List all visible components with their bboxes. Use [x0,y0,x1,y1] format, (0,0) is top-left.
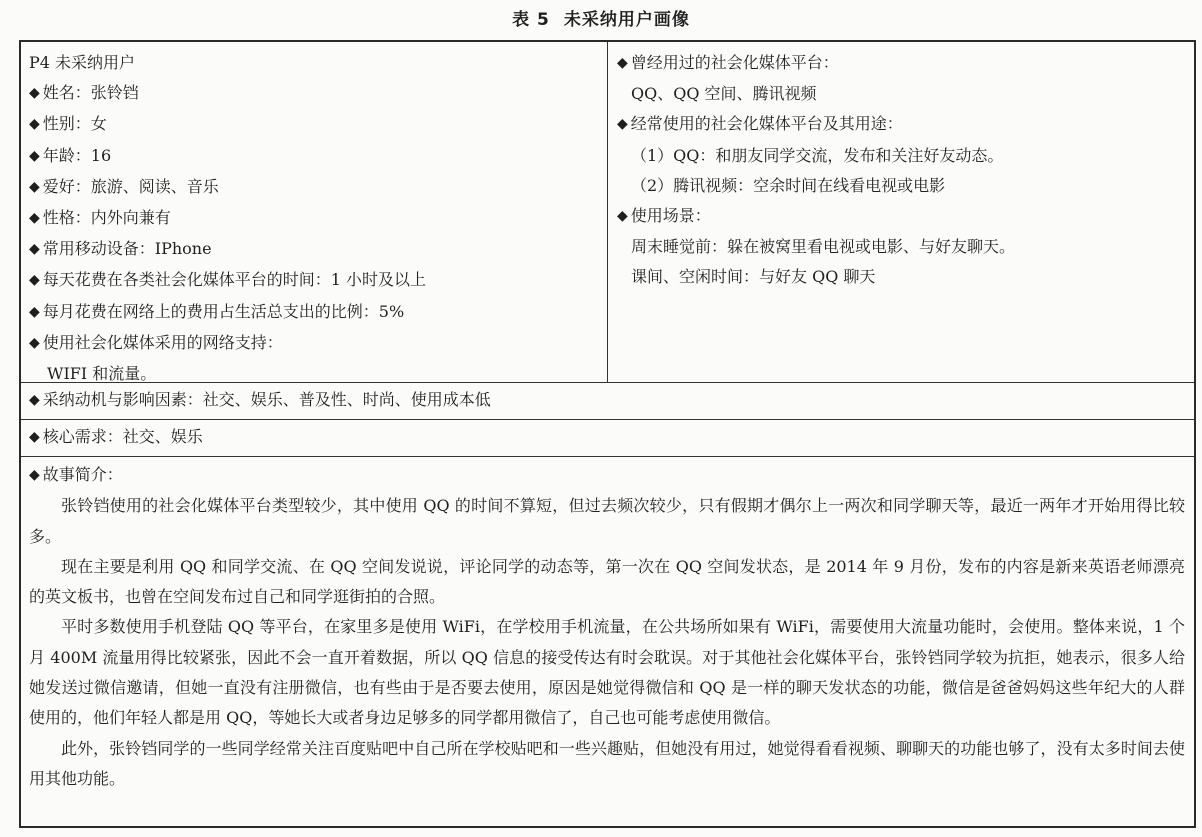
story-paragraph: 现在主要是利用 QQ 和同学交流、在 QQ 空间发说说，评论同学的动态等，第一次在 QQ 空间发状态，是 2014 年 9 月份，发布的内容是新来英语老师漂亮的英文板书，也曾在空间发布过自己和同学逛街拍的合照。 [29,556,1185,607]
name-field: 姓名：张铃铛 [42,83,139,103]
diamond-bullet-icon: ◆ [617,55,628,71]
diamond-bullet-icon: ◆ [29,178,40,195]
device-field: 常用移动设备：IPhone [42,239,212,259]
persona-heading: P4 未采纳用户 [29,53,136,72]
usage-item-tencent-video: （2）腾讯视频：空余时间在线看电视或电影 [631,175,946,195]
story-paragraph: 此外，张铃铛同学的一些同学经常关注百度贴吧中自己所在学校贴吧和一些兴趣贴，但她没有用过，她觉得看看视频、聊聊天的功能也够了，没有太多时间去使用其他功能。 [29,738,1185,788]
table-title: 未采纳用户画像 [563,10,690,30]
scene-item-break: 课间、空闲时间：与好友 QQ 聊天 [631,267,876,287]
spending-ratio-field: 每月花费在网络上的费用占生活总支出的比例：5% [42,301,405,321]
column-divider [607,42,608,382]
row-divider-2 [21,419,1194,420]
personality-field: 性格：内外向兼有 [42,208,171,228]
age-field: 年龄：16 [42,145,112,165]
info-item [29,141,601,172]
diamond-bullet-icon: ◆ [29,272,40,289]
info-item [29,234,601,265]
info-item [29,203,601,234]
info-item [29,460,1185,491]
scene-label: 使用场景： [630,206,711,226]
scene-item-weekend: 周末睡觉前：躲在被窝里看电视或电影、与好友聊天。 [631,237,1016,257]
diamond-bullet-icon: ◆ [29,147,40,164]
platform-usage-cell [617,48,1192,293]
daily-time-field: 每天花费在各类社会化媒体平台的时间：1 小时及以上 [42,270,427,290]
story-cell [29,460,1185,794]
diamond-bullet-icon: ◆ [617,116,628,133]
core-needs-cell [29,422,1189,453]
diamond-bullet-icon: ◆ [29,210,40,227]
story-label: 故事简介： [42,465,123,484]
diamond-bullet-icon: ◆ [29,429,40,445]
usage-label: 经常使用的社会化媒体平台及其用途： [630,114,903,134]
info-item [617,48,1192,79]
info-item [29,265,601,296]
gender-field: 性别：女 [42,114,107,134]
story-paragraph: 张铃铛使用的社会化媒体平台类型较少，其中使用 QQ 的时间不算短，但过去频次较少，只有假期才偶尔上一两次和同学聊天等，最近一两年才开始用得比较多。 [29,496,1185,546]
diamond-bullet-icon: ◆ [29,334,40,351]
motivation-text: 采纳动机与影响因素：社交、娱乐、普及性、时尚、使用成本低 [42,390,491,409]
info-item [29,78,601,109]
table-number: 表 5 [512,10,550,30]
info-item [29,385,1189,416]
info-item [29,109,601,140]
platforms-label: 曾经用过的社会化媒体平台： [630,53,839,72]
diamond-bullet-icon: ◆ [617,208,628,225]
table-caption [0,0,1202,40]
info-item [29,422,1189,453]
hobby-field: 爱好：旅游、阅读、音乐 [42,176,219,196]
platforms-value: QQ、QQ 空间、腾讯视频 [631,84,817,104]
basic-info-cell [29,48,601,389]
diamond-bullet-icon: ◆ [29,116,40,133]
diamond-bullet-icon: ◆ [29,241,40,258]
core-needs-text: 核心需求：社交、娱乐 [42,427,203,446]
motivation-cell [29,385,1189,416]
info-item [29,172,601,203]
info-item [29,297,601,328]
network-support-value: WIFI 和流量。 [47,364,157,384]
diamond-bullet-icon: ◆ [29,303,40,320]
info-item [29,328,601,359]
diamond-bullet-icon: ◆ [29,392,40,408]
info-item [617,109,1192,140]
usage-item-qq: （1）QQ：和朋友同学交流，发布和关注好友动态。 [631,145,1004,165]
network-support-label: 使用社会化媒体采用的网络支持： [42,332,283,352]
story-paragraph: 平时多数使用手机登陆 QQ 等平台，在家里多是使用 WiFi，在学校用手机流量，在公共场所如果有 WiFi，需要使用大流量功能时，会使用。整体来说，1 个月 400M 流量用得比较紧张，因此不会一直开着数据，所以 QQ 信息的接受传达有时会耽误。对于其他社会化媒体平台，张铃铛同学较为抗拒，她表示，很多人给她发送过微信邀请，但她一直没有注册微信，也有些由于是否要去使用，原因是她觉得微信和 QQ 是一样的聊天发状态的功能，微信是爸爸妈妈这些年纪大的人群使用的，他们年轻人都是用 QQ，等她长大或者身边足够多的同学都用微信了，自己也可能考虑使用微信。 [29,617,1185,728]
diamond-bullet-icon: ◆ [29,85,40,102]
diamond-bullet-icon: ◆ [29,467,40,483]
row-divider-3 [21,456,1194,457]
info-item [617,201,1192,232]
persona-table [19,40,1196,828]
